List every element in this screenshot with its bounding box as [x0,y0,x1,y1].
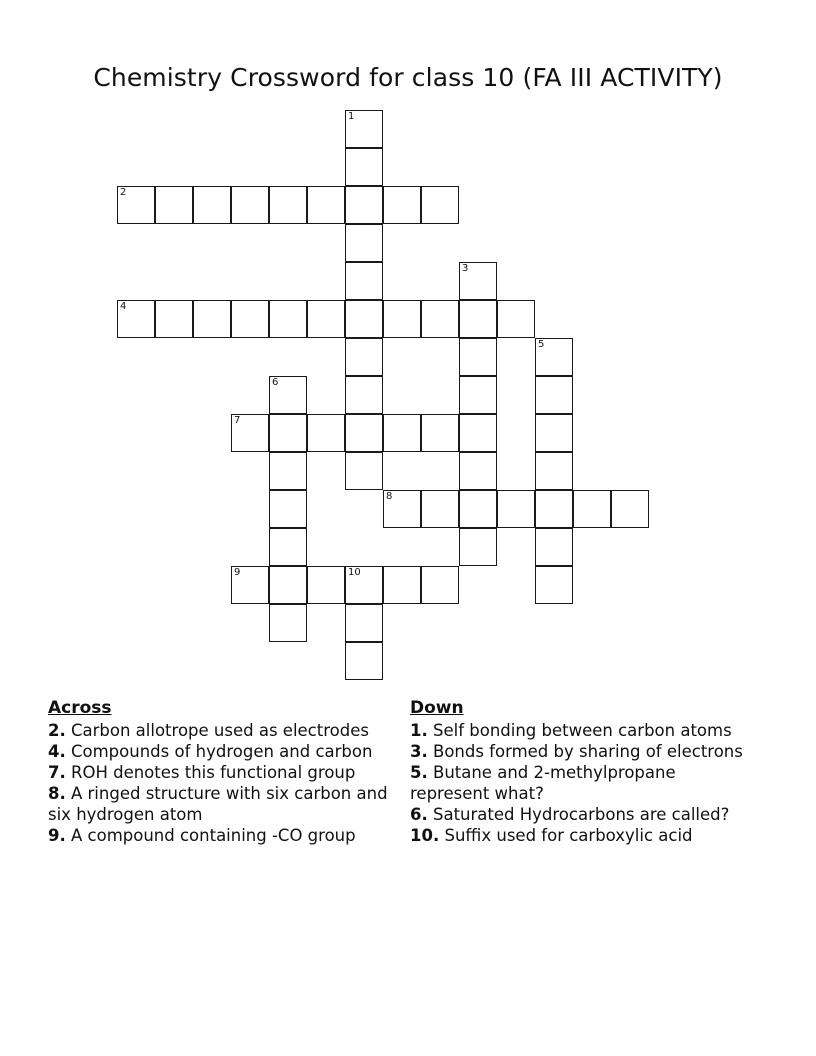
crossword-cell[interactable] [345,262,383,300]
crossword-cell[interactable] [345,376,383,414]
cell-number: 3 [462,263,469,274]
clue-text: Self bonding between carbon atoms [427,721,732,740]
crossword-cell[interactable] [117,186,155,224]
clue-text: A compound containing -CO group [65,826,356,845]
down-heading: Down [410,698,464,718]
crossword-cell[interactable] [383,186,421,224]
cell-number: 2 [120,187,127,198]
cell-number: 10 [348,567,361,578]
crossword-cell[interactable] [459,528,497,566]
crossword-cell[interactable] [459,414,497,452]
clue-text: Compounds of hydrogen and carbon [65,742,373,761]
clue-number: 10. [410,826,440,845]
down-clues-column [410,698,760,846]
crossword-cell[interactable] [535,566,573,604]
crossword-cell[interactable] [345,642,383,680]
crossword-cell[interactable] [231,300,269,338]
crossword-cell[interactable] [193,300,231,338]
crossword-cell[interactable] [383,566,421,604]
clue-text: Bonds formed by sharing of electrons [427,742,743,761]
crossword-cell[interactable] [611,490,649,528]
clue-number: 5. [410,763,428,782]
crossword-cell[interactable] [497,300,535,338]
crossword-cell[interactable] [345,414,383,452]
crossword-cell[interactable] [535,490,573,528]
crossword-cell[interactable] [231,566,269,604]
clue-item [48,783,398,825]
crossword-cell[interactable] [535,528,573,566]
clue-item [410,825,760,846]
clue-item [410,762,760,804]
crossword-cell[interactable] [269,566,307,604]
clue-text: Carbon allotrope used as electrodes [65,721,369,740]
crossword-cell[interactable] [269,300,307,338]
crossword-cell[interactable] [383,300,421,338]
clue-number: 3. [410,742,428,761]
clue-item [410,804,760,825]
crossword-cell[interactable] [345,566,383,604]
clue-text: Butane and 2-methylpropane represent what? [410,763,676,803]
crossword-cell[interactable] [307,186,345,224]
crossword-cell[interactable] [421,566,459,604]
crossword-cell[interactable] [383,490,421,528]
crossword-cell[interactable] [269,490,307,528]
clues-section [0,698,816,1028]
crossword-cell[interactable] [421,186,459,224]
clue-text: Saturated Hydrocarbons are called? [427,805,730,824]
crossword-cell[interactable] [459,338,497,376]
crossword-cell[interactable] [307,566,345,604]
clue-item [410,720,760,741]
cell-number: 8 [386,491,393,502]
clue-number: 8. [48,784,66,803]
crossword-cell[interactable] [459,452,497,490]
cell-number: 5 [538,339,545,350]
crossword-cell[interactable] [307,300,345,338]
crossword-cell[interactable] [117,300,155,338]
clue-number: 1. [410,721,428,740]
crossword-cell[interactable] [497,490,535,528]
crossword-cell[interactable] [421,300,459,338]
clue-item [48,741,398,762]
crossword-cell[interactable] [345,300,383,338]
page-title: Chemistry Crossword for class 10 (FA III ACTIVITY) [93,62,723,92]
crossword-cell[interactable] [459,300,497,338]
crossword-cell[interactable] [421,414,459,452]
cell-number: 7 [234,415,241,426]
crossword-cell[interactable] [345,148,383,186]
crossword-cell[interactable] [307,414,345,452]
crossword-cell[interactable] [383,414,421,452]
cell-number: 6 [272,377,279,388]
crossword-cell[interactable] [459,376,497,414]
clue-number: 2. [48,721,66,740]
cell-number: 4 [120,301,127,312]
crossword-cell[interactable] [269,452,307,490]
crossword-cell[interactable] [231,414,269,452]
crossword-cell[interactable] [535,414,573,452]
crossword-cell[interactable] [269,604,307,642]
clue-number: 6. [410,805,428,824]
crossword-cell[interactable] [269,186,307,224]
clue-item [48,762,398,783]
crossword-cell[interactable] [459,490,497,528]
clue-item [48,720,398,741]
crossword-cell[interactable] [155,300,193,338]
clue-number: 4. [48,742,66,761]
crossword-cell[interactable] [345,110,383,148]
crossword-cell[interactable] [573,490,611,528]
crossword-cell[interactable] [535,376,573,414]
crossword-cell[interactable] [535,338,573,376]
across-heading: Across [48,698,112,718]
cell-number: 9 [234,567,241,578]
crossword-cell[interactable] [231,186,269,224]
crossword-cell[interactable] [345,338,383,376]
crossword-cell[interactable] [345,604,383,642]
clue-item [410,741,760,762]
clue-text: A ringed structure with six carbon and six hydrogen atom [48,784,388,824]
clue-number: 7. [48,763,66,782]
down-clue-list [410,720,760,846]
crossword-cell[interactable] [155,186,193,224]
crossword-cell[interactable] [269,376,307,414]
clue-text: ROH denotes this functional group [65,763,356,782]
crossword-cell[interactable] [345,452,383,490]
across-clue-list [48,720,398,846]
crossword-cell[interactable] [421,490,459,528]
across-clues-column [48,698,398,846]
crossword-cell[interactable] [535,452,573,490]
crossword-cell[interactable] [345,186,383,224]
crossword-cell[interactable] [269,528,307,566]
cell-number: 1 [348,111,355,122]
crossword-cell[interactable] [459,262,497,300]
crossword-cell[interactable] [269,414,307,452]
crossword-cell[interactable] [193,186,231,224]
clue-item [48,825,398,846]
crossword-cell[interactable] [345,224,383,262]
clue-text: Suffix used for carboxylic acid [439,826,693,845]
clue-number: 9. [48,826,66,845]
